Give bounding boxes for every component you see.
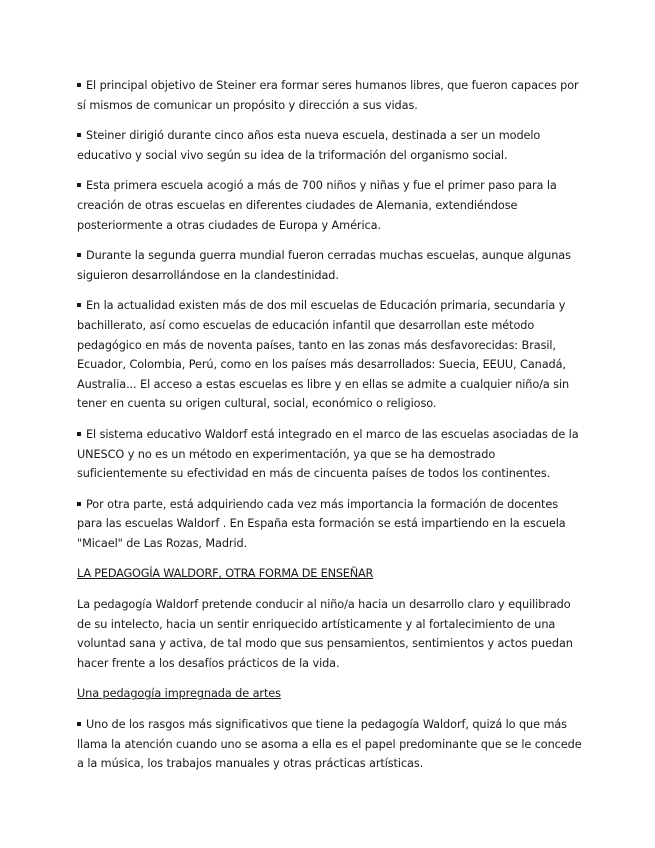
bullet-paragraph-3 bbox=[77, 176, 582, 235]
bullet-paragraph-4 bbox=[77, 246, 582, 285]
bullet-paragraph-8 bbox=[77, 715, 582, 774]
square-bullet-icon bbox=[77, 432, 81, 436]
paragraph-text: El sistema educativo Waldorf está integrado en el marco de las escuelas asociadas de la UNESCO y no es un método en experimentación, ya que se ha demostrado suficientemente su efectividad en más de cincuenta países de todos los continentes. bbox=[77, 427, 579, 481]
section-heading: LA PEDAGOGÍA WALDORF, OTRA FORMA DE ENSEÑAR bbox=[77, 567, 374, 581]
bullet-paragraph-6 bbox=[77, 425, 582, 484]
subsection-heading: Una pedagogía impregnada de artes bbox=[77, 687, 281, 701]
paragraph-text: Esta primera escuela acogió a más de 700 niños y niñas y fue el primer paso para la creación de otras escuelas en diferentes ciudades de Alemania, extendiéndose posteriormente a otras ciudades de Europa y América. bbox=[77, 179, 557, 232]
square-bullet-icon bbox=[77, 253, 81, 257]
paragraph-text: El principal objetivo de Steiner era formar seres humanos libres, que fueron capaces por sí mismos de comunicar un propósito y dirección a sus vidas. bbox=[77, 79, 579, 112]
paragraph-text: Steiner dirigió durante cinco años esta nueva escuela, destinada a ser un modelo educativo y social vivo según su idea de la triformación del organismo social. bbox=[77, 129, 541, 162]
paragraph-text: Por otra parte, está adquiriendo cada vez más importancia la formación de docentes para las escuelas Waldorf . En España esta formación se está impartiendo en la escuela "Micael" de Las Rozas, Madrid. bbox=[77, 497, 566, 550]
paragraph-text: En la actualidad existen más de dos mil escuelas de Educación primaria, secundaria y bachillerato, así como escuelas de educación infantil que desarrollan este método pedagógico en más de noventa países, tanto en las zonas más desfavorecidas: Brasil, Ecuador, Colombia, Perú, como en los países más desarrollados: Suecia, EEUU, Canadá, Australia... El acceso a estas escuelas es libre y en ellas se admite a cualquier niño/a sin tener en cuenta su origen cultural, social, económico o religioso. bbox=[77, 299, 570, 411]
square-bullet-icon bbox=[77, 303, 81, 307]
bullet-paragraph-7 bbox=[77, 495, 582, 554]
square-bullet-icon bbox=[77, 722, 81, 726]
paragraph-text: Durante la segunda guerra mundial fueron cerradas muchas escuelas, aunque algunas siguieron desarrollándose en la clandestinidad. bbox=[77, 249, 571, 282]
paragraph-text: Uno de los rasgos más significativos que tiene la pedagogía Waldorf, quizá lo que más llama la atención cuando uno se asoma a ella es el papel predominante que se le concede a la música, los trabajos manuales y otras prácticas artísticas. bbox=[77, 718, 582, 771]
square-bullet-icon bbox=[77, 502, 81, 506]
bullet-paragraph-1 bbox=[77, 76, 582, 115]
bullet-paragraph-5 bbox=[77, 296, 582, 414]
square-bullet-icon bbox=[77, 133, 81, 137]
document-body bbox=[77, 76, 582, 785]
square-bullet-icon bbox=[77, 183, 81, 187]
intro-paragraph: La pedagogía Waldorf pretende conducir al niño/a hacia un desarrollo claro y equilibrado de su intelecto, hacia un sentir enriquecido artísticamente y al fortalecimiento de una voluntad sana y activa, de tal modo que sus pensamientos, sentimientos y actos puedan hacer frente a los desafíos prácticos de la vida. bbox=[77, 598, 573, 670]
bullet-paragraph-2 bbox=[77, 126, 582, 165]
square-bullet-icon bbox=[77, 83, 81, 87]
